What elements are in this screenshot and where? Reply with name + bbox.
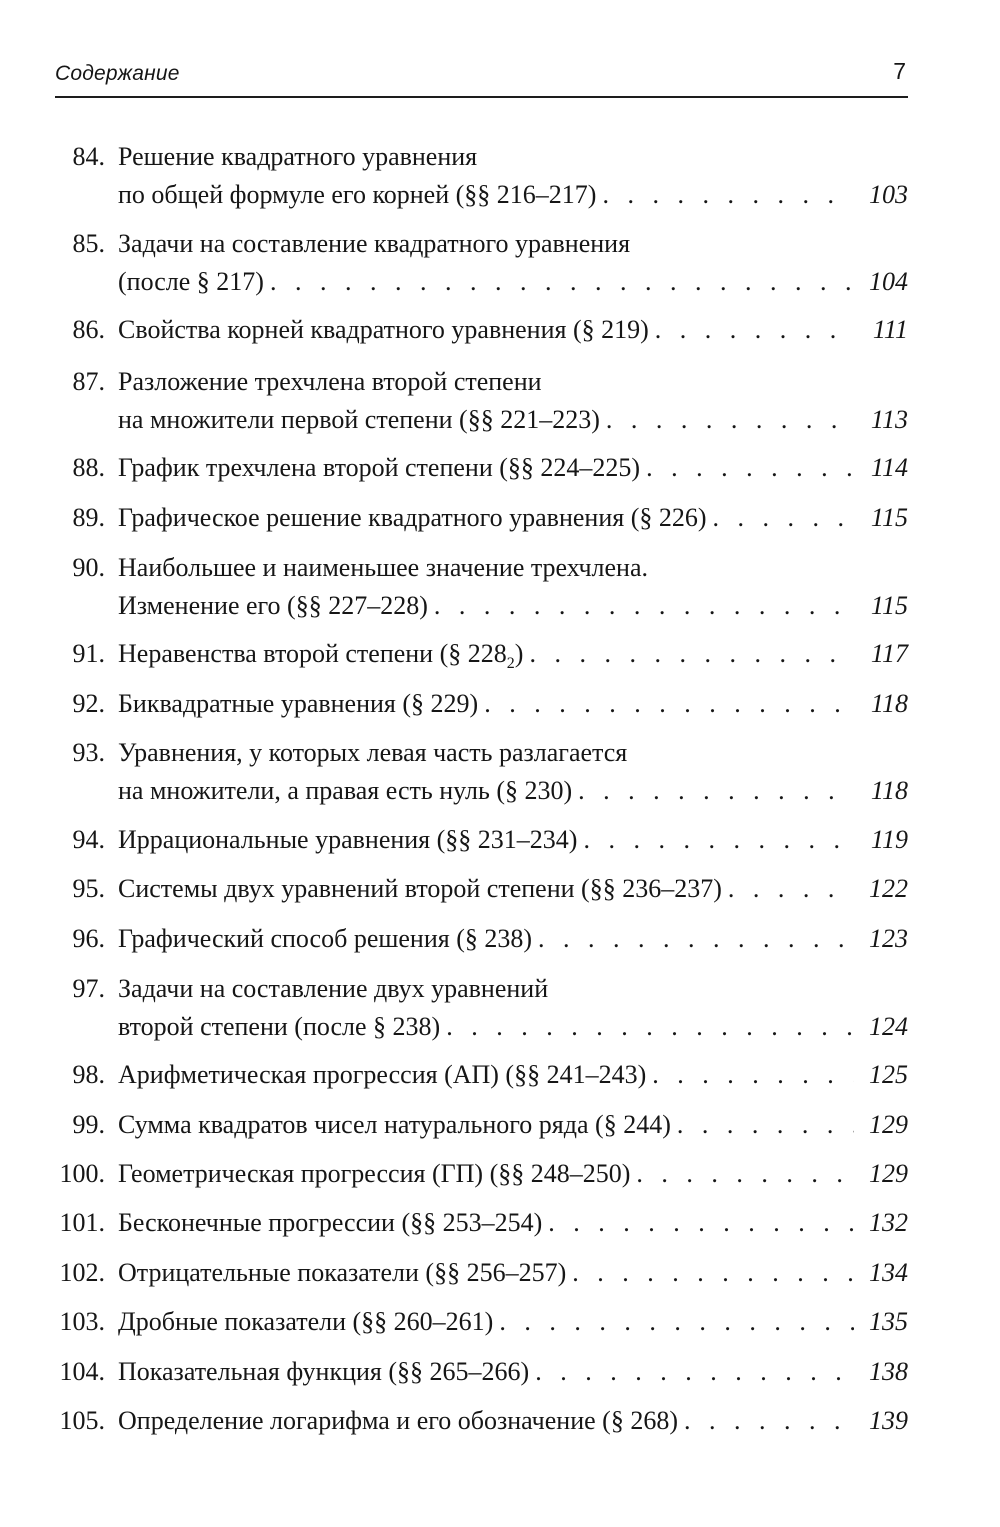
entry-page-number: 129 (869, 1110, 908, 1139)
dot-leader (434, 589, 854, 623)
entry-page-number: 124 (869, 1012, 908, 1041)
entry-number: 93. (72, 738, 105, 767)
entry-title-line2 (118, 178, 908, 212)
entry-title-line1 (118, 823, 908, 857)
entry-title: Биквадратные уравнения (§ 229) (118, 689, 479, 718)
entry-page-number: 135 (869, 1307, 908, 1336)
entry-page-number: 139 (869, 1406, 908, 1435)
entry-title-line1 (118, 1355, 908, 1389)
entry-title-line1 (118, 451, 908, 485)
entry-number: 98. (72, 1060, 105, 1089)
entry-page-number: 104 (869, 267, 908, 296)
header-title: Содержание (55, 62, 180, 85)
entry-number: 91. (72, 639, 105, 668)
entry-number: 99. (72, 1110, 105, 1139)
entry-title-line1 (118, 1157, 908, 1191)
entry-number: 86. (72, 315, 105, 344)
entry-title-line1 (118, 687, 908, 721)
entry-title-line1 (118, 1256, 908, 1290)
entry-title: Арифметическая прогрессия (АП) (§§ 241–243) (118, 1060, 647, 1089)
entry-title-line1: Решение квадратного уравнения (118, 142, 478, 171)
entry-number: 87. (72, 367, 105, 396)
entry-title-line1 (118, 637, 908, 671)
dot-leader (583, 823, 854, 857)
entry-title-line1 (118, 1108, 908, 1142)
dot-leader (535, 1355, 854, 1389)
entry-title: Определение логарифма и его обозначение (§ 268) (118, 1406, 678, 1435)
dot-leader (602, 178, 854, 212)
entry-title-continued: на множители первой степени (§§ 221–223) (118, 405, 600, 434)
entry-title: Дробные показатели (§§ 260–261) (118, 1307, 494, 1336)
entry-title: Системы двух уравнений второй степени (§§ 236–237) (118, 874, 722, 903)
entry-page-number: 118 (870, 776, 908, 805)
entry-page-number: 115 (870, 591, 908, 620)
entry-title: Показательная функция (§§ 265–266) (118, 1357, 530, 1386)
entry-title-line1 (118, 1058, 908, 1092)
entry-title-line2 (118, 403, 908, 437)
entry-title-line1: Уравнения, у которых левая часть разлагается (118, 738, 628, 767)
entry-title-line1 (118, 313, 908, 347)
entry-number: 85. (72, 229, 105, 258)
entry-page-number: 138 (869, 1357, 908, 1386)
dot-leader (484, 687, 854, 721)
entry-title: Иррациональные уравнения (§§ 231–234) (118, 825, 578, 854)
entry-number: 105. (59, 1406, 105, 1435)
entry-title-line2 (118, 265, 908, 299)
entry-title-closing: ) (514, 639, 524, 668)
entry-number: 96. (72, 924, 105, 953)
entry-number: 95. (72, 874, 105, 903)
entry-page-number: 117 (870, 639, 908, 668)
entry-title: Бесконечные прогрессии (§§ 253–254) (118, 1208, 543, 1237)
entry-title-continued: Изменение его (§§ 227–228) (118, 591, 428, 620)
entry-number: 88. (72, 453, 105, 482)
entry-title-line2 (118, 774, 908, 808)
entry-title: Сумма квадратов чисел натурального ряда (§ 244) (118, 1110, 671, 1139)
entry-title-line1: Разложение трехчлена второй степени (118, 367, 542, 396)
entry-page-number: 129 (869, 1159, 908, 1188)
entry-title: Графическое решение квадратного уравнения (§ 226) (118, 503, 707, 532)
entry-page-number: 111 (872, 315, 908, 344)
dot-leader (548, 1206, 854, 1240)
dot-leader (578, 774, 854, 808)
entry-title-line1 (118, 1206, 908, 1240)
entry-title-line1: Задачи на составление квадратного уравнения (118, 229, 631, 258)
entry-page-number: 123 (869, 924, 908, 953)
entry-page-number: 115 (870, 503, 908, 532)
dot-leader (677, 1108, 854, 1142)
entry-title-continued: (после § 217) (118, 267, 264, 296)
entry-title-line1 (118, 922, 908, 956)
entry-page-number: 103 (869, 180, 908, 209)
entry-page-number: 122 (869, 874, 908, 903)
dot-leader (529, 637, 854, 671)
entry-title-line2 (118, 1010, 908, 1044)
dot-leader (684, 1404, 854, 1438)
entry-title-line2 (118, 589, 908, 623)
entry-title-continued: на множители, а правая есть нуль (§ 230) (118, 776, 573, 805)
entry-number: 102. (59, 1258, 105, 1287)
dot-leader (728, 872, 854, 906)
entry-number: 84. (72, 142, 105, 171)
dot-leader (636, 1157, 854, 1191)
entry-title: Отрицательные показатели (§§ 256–257) (118, 1258, 567, 1287)
dot-leader (572, 1256, 854, 1290)
entry-title-continued: второй степени (после § 238) (118, 1012, 441, 1041)
dot-leader (499, 1305, 854, 1339)
entry-page-number: 125 (869, 1060, 908, 1089)
entry-number: 92. (72, 689, 105, 718)
entry-page-number: 132 (869, 1208, 908, 1237)
dot-leader (446, 1010, 854, 1044)
dot-leader (713, 501, 854, 535)
dot-leader (538, 922, 854, 956)
dot-leader (655, 313, 854, 347)
entry-number: 89. (72, 503, 105, 532)
entry-page-number: 118 (870, 689, 908, 718)
dot-leader (646, 451, 854, 485)
dot-leader (652, 1058, 854, 1092)
entry-title-line1 (118, 1404, 908, 1438)
entry-title-line1 (118, 501, 908, 535)
entry-title-subscript: 2 (506, 655, 515, 673)
entry-number: 101. (59, 1208, 105, 1237)
entry-title-continued: по общей формуле его корней (§§ 216–217) (118, 180, 597, 209)
entry-title-line1: Задачи на составление двух уравнений (118, 974, 549, 1003)
entry-number: 90. (72, 553, 105, 582)
entry-title-main: Неравенства второй степени (§ 228 (118, 639, 507, 668)
entry-page-number: 114 (870, 453, 908, 482)
entry-title: Графический способ решения (§ 238) (118, 924, 533, 953)
entry-page-number: 119 (870, 825, 908, 854)
entry-title: Геометрическая прогрессия (ГП) (§§ 248–250) (118, 1159, 631, 1188)
entry-page-number: 113 (870, 405, 908, 434)
entry-title-line1 (118, 872, 908, 906)
entry-page-number: 134 (869, 1258, 908, 1287)
entry-title: График трехчлена второй степени (§§ 224–225) (118, 453, 641, 482)
entry-number: 103. (59, 1307, 105, 1336)
entry-title (118, 637, 523, 681)
header-page-number: 7 (893, 58, 906, 84)
dot-leader (270, 265, 854, 299)
entry-title-line1: Наибольшее и наименьшее значение трехчлена. (118, 553, 648, 582)
entry-title-line1 (118, 1305, 908, 1339)
entry-number: 104. (59, 1357, 105, 1386)
entry-number: 94. (72, 825, 105, 854)
entry-title: Свойства корней квадратного уравнения (§ 219) (118, 315, 649, 344)
dot-leader (606, 403, 854, 437)
entry-number: 100. (59, 1159, 105, 1188)
entry-number: 97. (72, 974, 105, 1003)
